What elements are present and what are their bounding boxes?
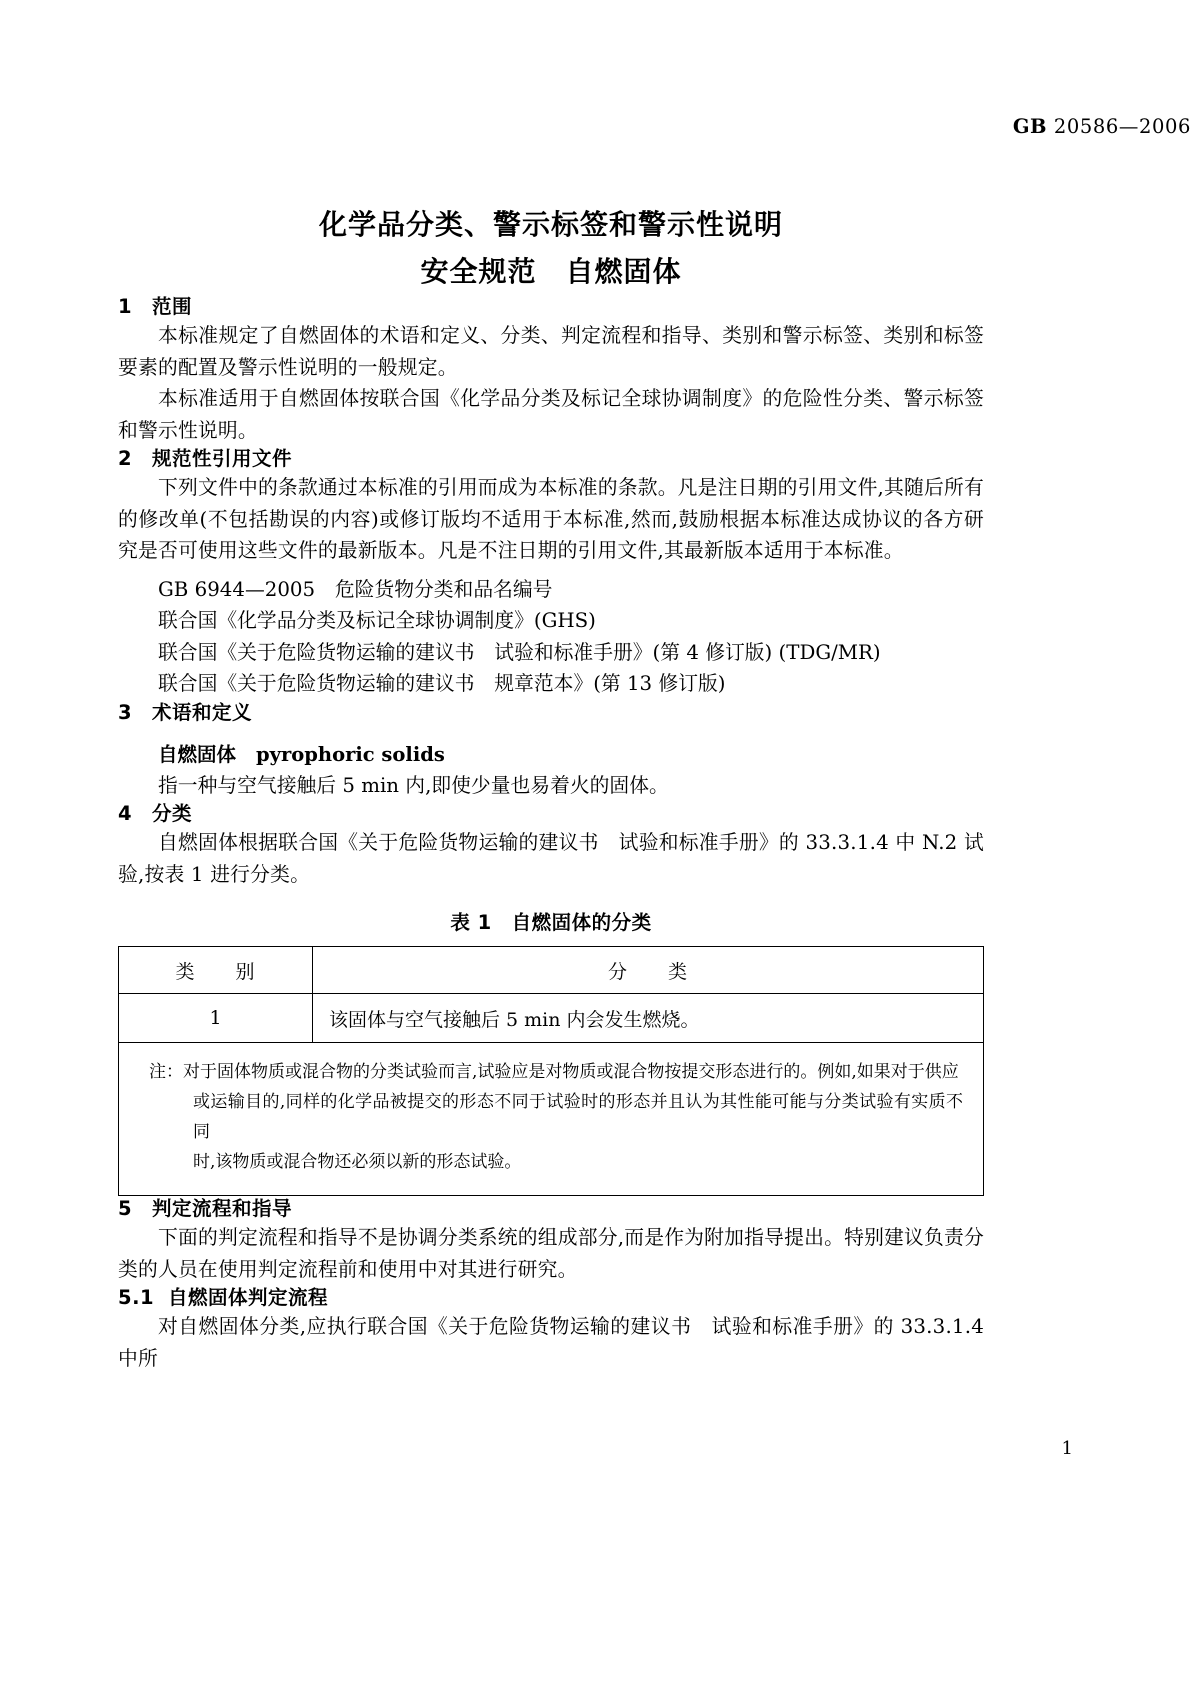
section-number-5-1: 5.1 (118, 1286, 155, 1309)
section-title-4: 分类 (152, 802, 193, 825)
section-title-5-1: 自燃固体判定流程 (168, 1286, 329, 1309)
table-note-line-2: 或运输目的,同样的化学品被提交的形态不同于试验时的形态并且认为其性能可能与分类试验有实质不同 (193, 1092, 963, 1142)
classification-table (118, 946, 984, 1196)
section-number-5: 5 (118, 1197, 133, 1220)
table-note-line-3: 时,该物质或混合物还必须以新的形态试验。 (193, 1152, 522, 1172)
section-number-3: 3 (118, 700, 133, 724)
table-note-line-1: 注：对于固体物质或混合物的分类试验而言,试验应是对物质或混合物按提交形态进行的。例如,如果对于供应 (149, 1062, 959, 1082)
section-1-paragraph-1: 本标准规定了自燃固体的术语和定义、分类、判定流程和指导、类别和警示标签、类别和标签要素的配置及警示性说明的一般规定。 (118, 324, 984, 379)
term-english: pyrophoric solids (256, 742, 445, 766)
section-heading-1 (118, 294, 984, 320)
section-heading-3 (118, 700, 984, 726)
table-header-category: 类 别 (119, 947, 313, 994)
table-header-row (119, 947, 984, 994)
section-title-5: 判定流程和指导 (152, 1197, 293, 1220)
normative-reference-list (118, 574, 984, 700)
section-title-2: 规范性引用文件 (152, 447, 293, 470)
section-5-1-paragraph-1: 对自燃固体分类,应执行联合国《关于危险货物运输的建议书 试验和标准手册》的 33.3.1.4 中所 (118, 1315, 984, 1370)
reference-item: 联合国《关于危险货物运输的建议书 试验和标准手册》(第 4 修订版) (TDG/MR) (158, 640, 881, 664)
table-caption: 表 1 自燃固体的分类 (450, 911, 652, 934)
term-chinese: 自燃固体 (158, 742, 237, 766)
section-1-paragraph-2: 本标准适用于自燃固体按联合国《化学品分类及标记全球协调制度》的危险性分类、警示标签和警示性说明。 (118, 387, 984, 442)
table-note (119, 1043, 984, 1196)
section-title-1: 范围 (152, 295, 193, 318)
title-line-1: 化学品分类、警示标签和警示性说明 (318, 208, 783, 241)
section-4-paragraph-1: 自燃固体根据联合国《关于危险货物运输的建议书 试验和标准手册》的 33.3.1.4 中 N.2 试验,按表 1 进行分类。 (118, 831, 984, 886)
page-content (118, 0, 984, 1374)
section-heading-5-1 (118, 1285, 984, 1311)
page-number: 1 (1061, 1438, 1073, 1459)
section-number-2: 2 (118, 447, 133, 470)
reference-item: 联合国《关于危险货物运输的建议书 规章范本》(第 13 修订版) (158, 672, 726, 695)
section-number-1: 1 (118, 295, 133, 318)
table-cell-classification: 该固体与空气接触后 5 min 内会发生燃烧。 (313, 994, 984, 1043)
table-row (119, 994, 984, 1043)
standard-prefix: GB (1012, 115, 1048, 138)
section-heading-4 (118, 801, 984, 827)
page-title (118, 202, 984, 294)
section-title-3: 术语和定义 (152, 700, 253, 724)
standard-number: 20586—2006 (1047, 115, 1191, 138)
section-2-paragraph-1: 下列文件中的条款通过本标准的引用而成为本标准的条款。凡是注日期的引用文件,其随后所有的修改单(不包括勘误的内容)或修订版均不适用于本标准,然而,鼓励根据本标准达成协议的各方研究是否可使用这些文件的最新版本。凡是不注日期的引用文件,其最新版本适用于本标准。 (118, 476, 984, 562)
term-definition-block (118, 740, 984, 802)
term-definition-text: 指一种与空气接触后 5 min 内,即使少量也易着火的固体。 (158, 773, 669, 797)
section-number-4: 4 (118, 802, 133, 825)
reference-item: 联合国《化学品分类及标记全球协调制度》(GHS) (158, 609, 596, 632)
table-header-classification: 分 类 (313, 947, 984, 994)
section-5-paragraph-1: 下面的判定流程和指导不是协调分类系统的组成部分,而是作为附加指导提出。特别建议负责分类的人员在使用判定流程前和使用中对其进行研究。 (118, 1226, 984, 1281)
section-heading-5 (118, 1196, 984, 1222)
section-heading-2 (118, 446, 984, 472)
title-line-2: 安全规范 自燃固体 (420, 255, 682, 288)
table-cell-category: 1 (119, 994, 313, 1043)
table-note-row (119, 1043, 984, 1196)
reference-item: GB 6944—2005 危险货物分类和品名编号 (158, 577, 553, 601)
term-line (158, 740, 984, 770)
